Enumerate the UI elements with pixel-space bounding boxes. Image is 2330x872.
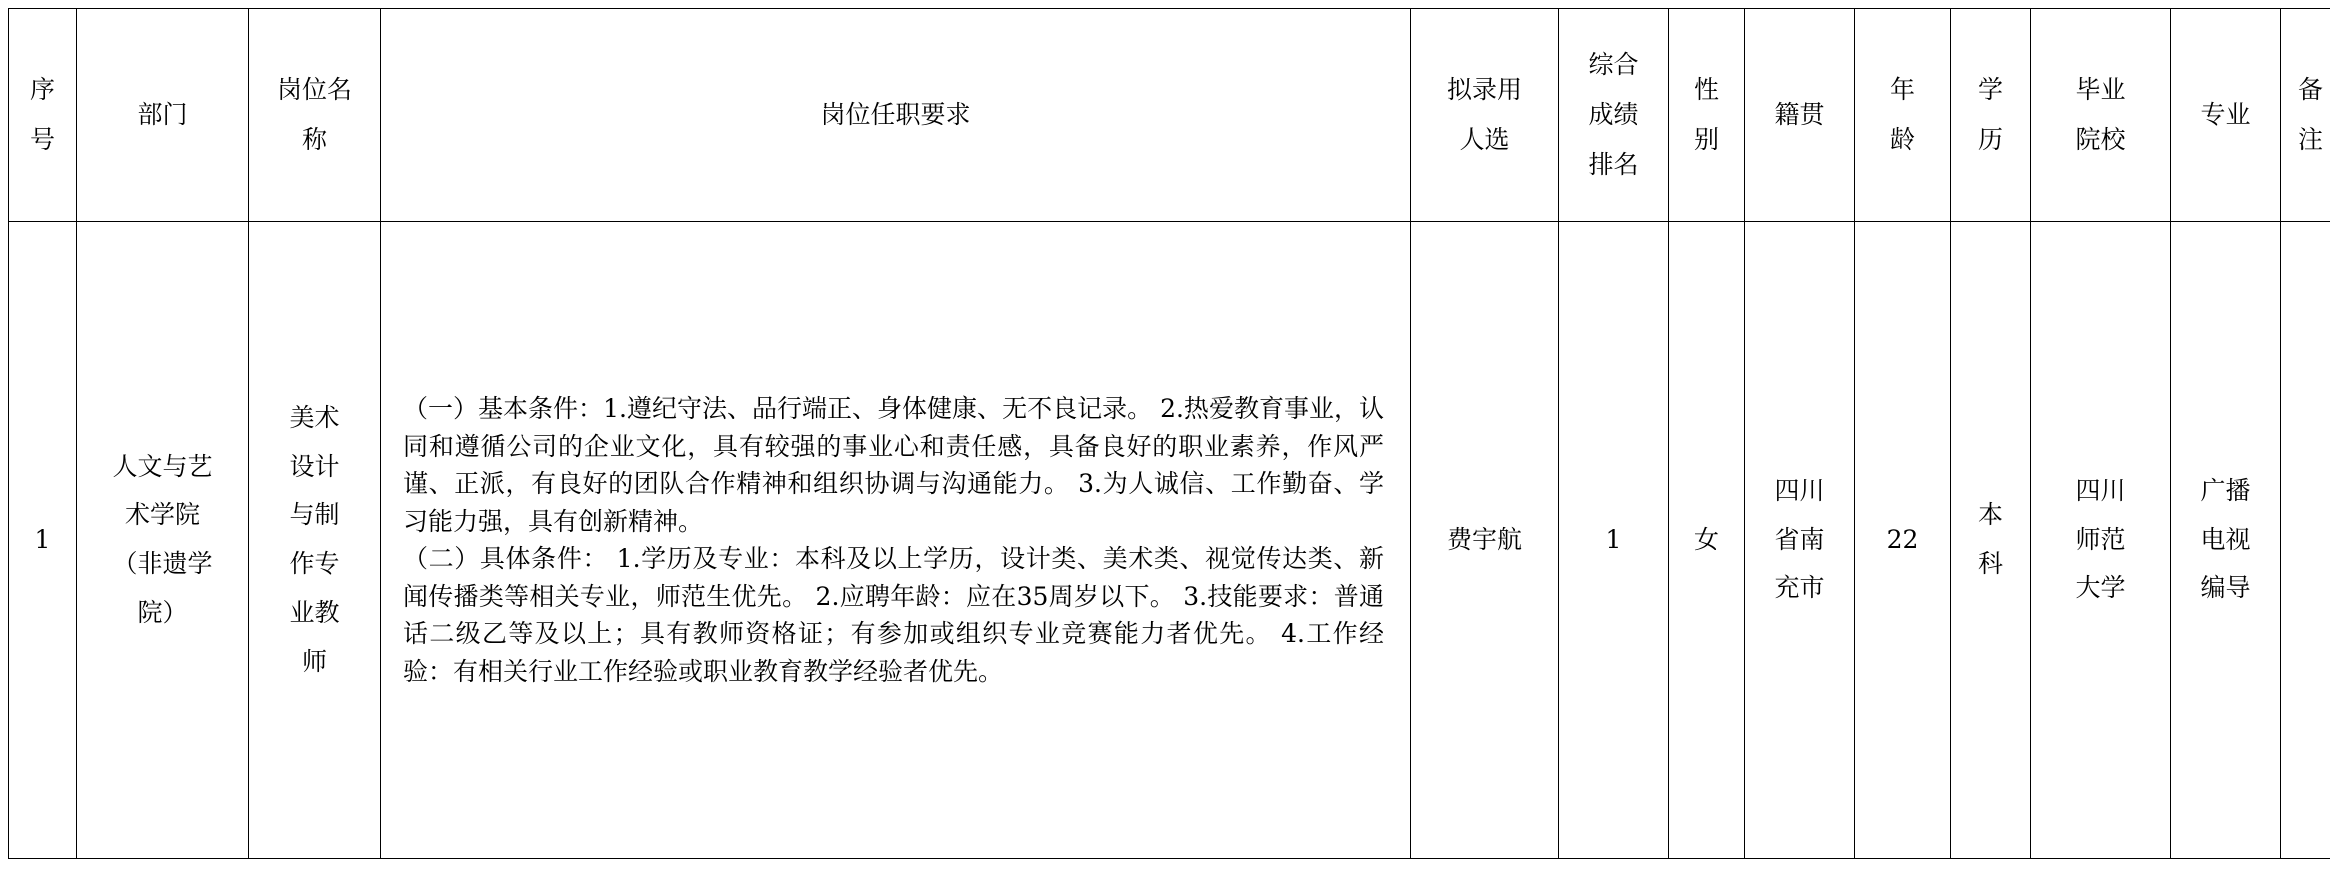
cell-education (1951, 222, 2031, 859)
cell-origin (1745, 222, 1855, 859)
row-candidate-value: 费宇航 (1445, 515, 1524, 565)
header-cell-requirements (381, 9, 1411, 222)
header-cell-school (2031, 9, 2171, 222)
header-score-rank-label: 综合成绩排名 (1587, 40, 1640, 190)
header-age-label: 年龄 (1889, 65, 1915, 165)
row-sex-value: 女 (1694, 525, 1719, 554)
header-seq-label: 序号 (29, 65, 55, 165)
header-cell-candidate (1411, 9, 1559, 222)
row-seq-value: 1 (35, 525, 51, 554)
header-remark-label: 备注 (2297, 65, 2323, 165)
header-cell-score-rank (1559, 9, 1669, 222)
table-row (9, 222, 2330, 859)
header-dept-label: 部门 (137, 100, 187, 129)
header-cell-education (1951, 9, 2031, 222)
cell-post (249, 222, 381, 859)
header-cell-age (1855, 9, 1951, 222)
cell-seq (9, 222, 77, 859)
header-requirements-label: 岗位任职要求 (820, 100, 970, 129)
cell-sex (1669, 222, 1745, 859)
header-cell-dept (77, 9, 249, 222)
recruitment-result-table (8, 8, 2330, 859)
header-sex-label: 性别 (1693, 65, 1719, 165)
header-cell-post (249, 9, 381, 222)
header-cell-major (2171, 9, 2281, 222)
row-requirements-specific: （二）具体条件： 1.学历及专业：本科及以上学历，设计类、美术类、视觉传达类、新闻传播类等相关专业，师范生优先。 2.应聘年龄：应在35周岁以下。 3.技能要求：普通话二级乙等及以上；具有教师资格证；有参加或组织专业竞赛能力者优先。 4.工作经验：有相关行业工作经验或职业教育教学经验者优先。 (403, 540, 1384, 690)
header-cell-origin (1745, 9, 1855, 222)
header-post-label: 岗位名称 (275, 65, 354, 165)
cell-dept (77, 222, 249, 859)
row-major-value: 广播电视编导 (2199, 467, 2252, 613)
header-cell-seq (9, 9, 77, 222)
row-score-rank-value: 1 (1606, 525, 1622, 554)
header-origin-label: 籍贯 (1773, 90, 1826, 140)
header-education-label: 学历 (1977, 65, 2003, 165)
row-dept-value: 人文与艺术学院（非遗学院） (110, 443, 215, 638)
document-page (0, 8, 2330, 872)
table-header-row (9, 9, 2330, 222)
row-requirements-basic: （一）基本条件：1.遵纪守法、品行端正、身体健康、无不良记录。 2.热爱教育事业，认同和遵循公司的企业文化，具有较强的事业心和责任感，具备良好的职业素养，作风严谨、正派，有良好的团队合作精神和组织协调与沟通能力。 3.为人诚信、工作勤奋、学习能力强，具有创新精神。 (403, 390, 1384, 540)
header-cell-remark (2281, 9, 2330, 222)
cell-candidate (1411, 222, 1559, 859)
cell-age (1855, 222, 1951, 859)
header-candidate-label: 拟录用人选 (1445, 65, 1524, 165)
header-cell-sex (1669, 9, 1745, 222)
row-school-value: 四川师范大学 (2074, 467, 2127, 613)
row-age-value: 22 (1887, 525, 1919, 554)
cell-score-rank (1559, 222, 1669, 859)
cell-requirements (381, 222, 1411, 859)
cell-school (2031, 222, 2171, 859)
row-post-value: 美术设计与制作专业教师 (288, 394, 341, 687)
row-education-value: 本科 (1977, 491, 2003, 589)
cell-major (2171, 222, 2281, 859)
row-origin-value: 四川省南充市 (1773, 467, 1826, 613)
header-major-label: 专业 (2199, 90, 2252, 140)
cell-remark (2281, 222, 2330, 859)
header-school-label: 毕业院校 (2074, 65, 2127, 165)
